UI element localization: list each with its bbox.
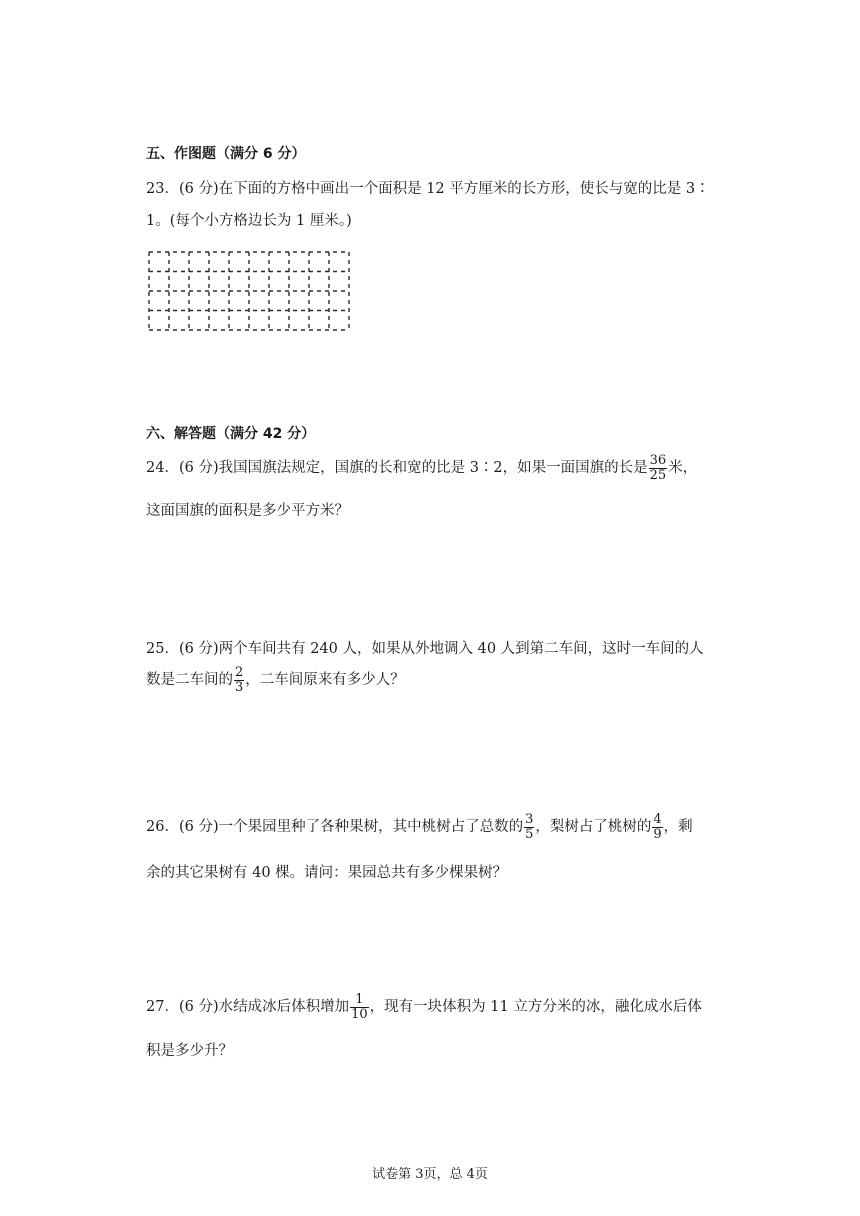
q25-line1: 25．(6 分)两个车间共有 240 人，如果从外地调入 40 人到第二车间，这时一车间的人 [146,641,704,657]
q27-line1 [146,993,702,1021]
q26-fraction-1-numerator: 3 [525,812,534,827]
q23-line1: 23．(6 分)在下面的方格中画出一个面积是 12 平方厘米的长方形，使长与宽的比是 3∶ [146,181,710,197]
q24-text-post: 米， [668,460,698,477]
q25-fraction-denominator: 3 [235,679,244,695]
q27-line2: 积是多少升？ [146,1043,233,1059]
section5-heading: 五、作图题（满分 6 分） [146,146,306,162]
q26-text-mid: ，梨树占了桃树的 [535,819,652,836]
q27-fraction-denominator: 10 [351,1006,368,1022]
q27-fraction-numerator: 1 [350,993,369,1008]
q25-line2 [146,666,405,694]
q24-fraction-denominator: 25 [649,467,667,483]
q24-fraction-numerator: 36 [649,453,667,468]
q26-fraction-2-denominator: 9 [653,826,662,842]
q27-fraction [350,993,369,1021]
page-footer: 试卷第 3页，总 4页 [372,1167,488,1182]
q26-fraction-1-denominator: 5 [525,826,534,842]
q24-line1 [146,454,697,482]
q25-fraction-numerator: 2 [235,665,244,680]
drawing-grid[interactable] [146,249,352,333]
q25-text-pre: 数是二车间的 [146,672,233,689]
q25-text-post: ，二车间原来有多少人？ [245,672,405,689]
q26-fraction-2-numerator: 4 [653,812,662,827]
q26-text-post: ，剩 [663,819,693,836]
section6-heading: 六、解答题（满分 42 分） [146,426,316,442]
q26-line2: 余的其它果树有 40 棵。请问：果园总共有多少棵果树？ [146,865,508,881]
q27-text-pre: 27．(6 分)水结成冰后体积增加 [146,999,350,1016]
q25-fraction [234,666,244,694]
q24-line2: 这面国旗的面积是多少平方米？ [146,503,349,519]
q26-line1 [146,813,693,841]
q26-fraction-1 [524,813,534,841]
q26-text-pre: 26．(6 分)一个果园里种了各种果树，其中桃树占了总数的 [146,819,524,836]
q23-line2: 1。(每个小方格边长为 1 厘米。) [146,213,352,229]
q24-text-pre: 24．(6 分)我国国旗法规定，国旗的长和宽的比是 3∶2，如果一面国旗的长是 [146,460,648,477]
q27-text-post: ，现有一块体积为 11 立方分米的冰，融化成水后体 [369,999,702,1016]
q24-fraction [649,454,668,482]
q26-fraction-2 [652,813,662,841]
